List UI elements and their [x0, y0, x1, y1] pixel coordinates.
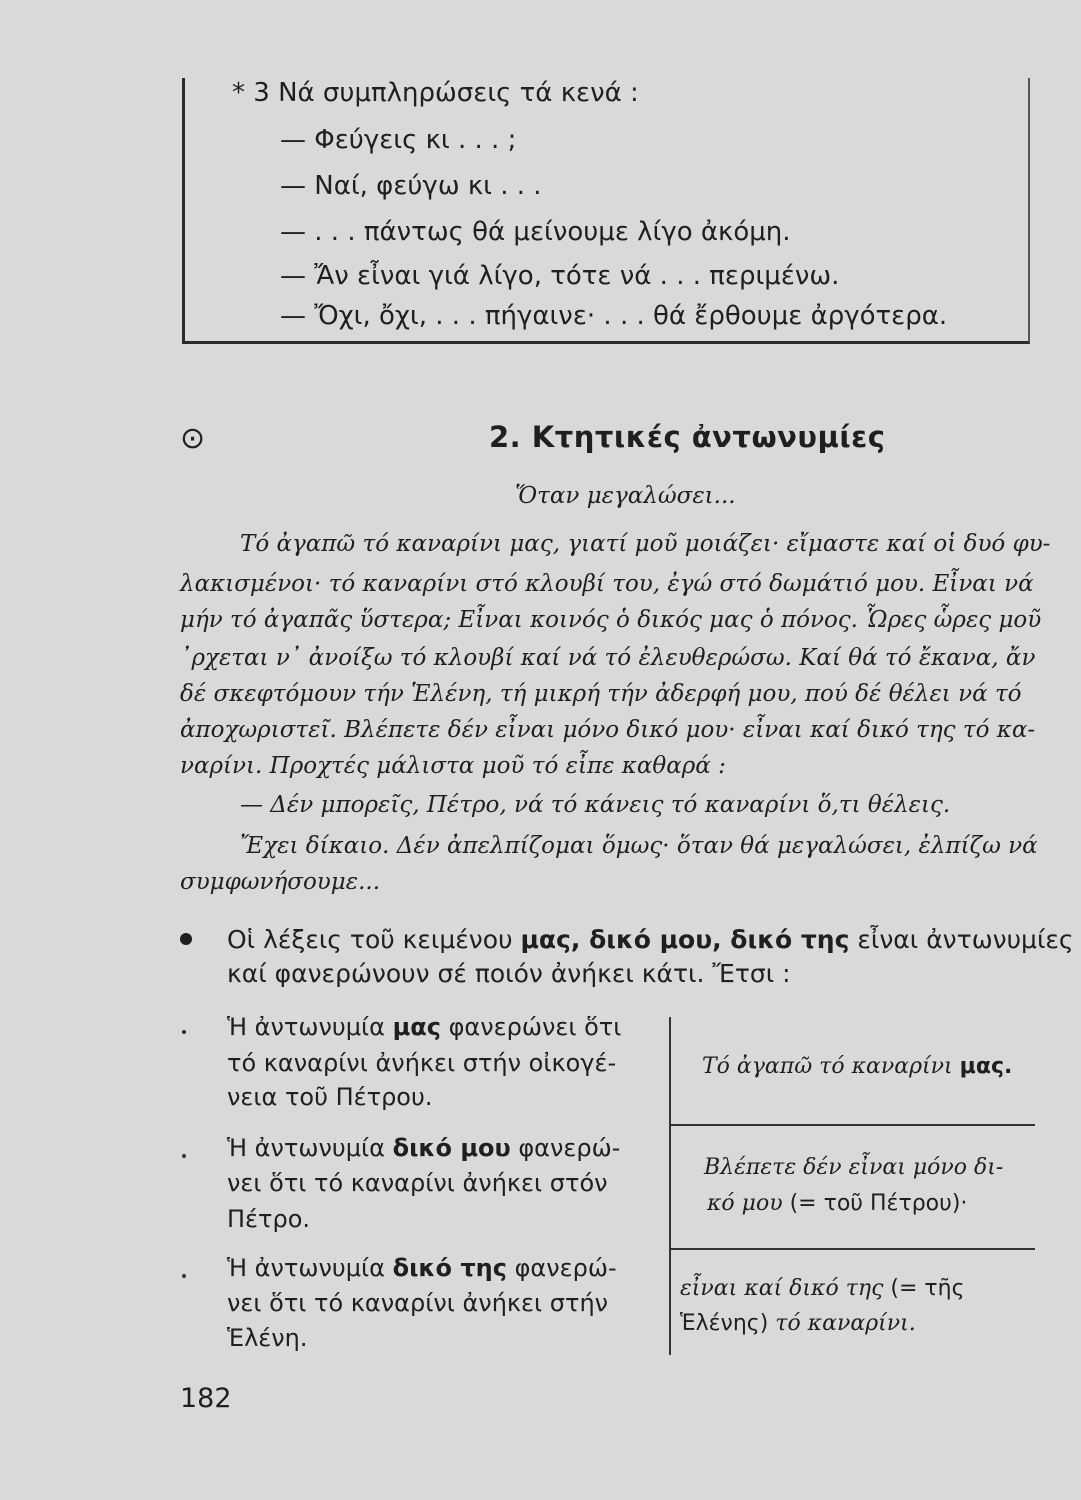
- story-line: ναρίνι. Προχτές μάλιστα μοῦ τό εἶπε καθαρά :: [180, 753, 726, 779]
- explanation-line: Πέτρο.: [227, 1205, 311, 1233]
- story-title: Ὅταν μεγαλώσει...: [515, 483, 736, 509]
- section-title: 2. Κτητικές ἀντωνυμίες: [489, 420, 886, 454]
- story-line: — Δέν μπορεῖς, Πέτρο, νά τό κάνεις τό καναρίνι ὅ,τι θέλεις.: [240, 792, 951, 818]
- table-divider-horizontal: [669, 1124, 1035, 1126]
- explanation-line: τό καναρίνι ἀνήκει στήν οἰκογέ-: [227, 1049, 617, 1077]
- explanation-line: Ἡ ἀντωνυμία δικό μου φανερώ-: [227, 1134, 621, 1162]
- story-line: ᾽ρχεται ν᾽ ἀνοίξω τό κλουβί καί νά τό ἐλευθερώσω. Καί θά τό ἔκανα, ἄν: [180, 645, 1036, 671]
- exercise-line: — . . . πάντως θά μείνουμε λίγο ἀκόμη.: [280, 217, 791, 247]
- example-1: Τό ἀγαπῶ τό καναρίνι μας.: [702, 1054, 1013, 1079]
- table-divider-horizontal: [669, 1248, 1035, 1250]
- section-theta-icon: ⊙: [180, 421, 206, 456]
- story-line: Ἔχει δίκαιο. Δέν ἀπελπίζομαι ὅμως· ὅταν θά μεγαλώσει, ἐλπίζω νά: [240, 833, 1038, 859]
- exercise-line: — Φεύγεις κι . . . ;: [280, 125, 517, 155]
- intro-line-2: καί φανερώνουν σέ ποιόν ἀνήκει κάτι. Ἔτσι :: [227, 959, 791, 988]
- explanation-line: Ἡ ἀντωνυμία δικό της φανερώ-: [227, 1254, 617, 1282]
- explanation-line: νει ὅτι τό καναρίνι ἀνήκει στόν: [227, 1169, 608, 1197]
- exercise-line: — Ὄχι, ὄχι, . . . πήγαινε· . . . θά ἔρθουμε ἀργότερα.: [280, 301, 948, 331]
- exercise-line: — Ἄν εἶναι γιά λίγο, τότε νά . . . περιμένω.: [280, 261, 840, 291]
- example-3-line-2: Ἑλένης) τό καναρίνι.: [680, 1311, 916, 1336]
- example-2-line-1: Βλέπετε δέν εἶναι μόνο δι-: [704, 1155, 1004, 1180]
- example-2-line-2: κό μου (= τοῦ Πέτρου)·: [707, 1191, 968, 1216]
- intro-line-1: Οἱ λέξεις τοῦ κειμένου μας, δικό μου, δικό της εἶναι ἀντωνυμίες: [227, 925, 1074, 954]
- example-3-line-1: εἶναι καί δικό της (= τῆς: [680, 1276, 965, 1301]
- exercise-title: * 3 Νά συμπληρώσεις τά κενά :: [232, 78, 639, 108]
- explanation-line: νει ὅτι τό καναρίνι ἀνήκει στήν: [227, 1289, 609, 1317]
- page-number: 182: [180, 1383, 232, 1414]
- story-line: συμφωνήσουμε...: [180, 869, 381, 895]
- explanation-line: Ἡ ἀντωνυμία μας φανερώνει ὅτι: [227, 1013, 622, 1041]
- story-line: ἀποχωριστεῖ. Βλέπετε δέν εἶναι μόνο δικό μου· εἶναι καί δικό της τό κα-: [180, 717, 1036, 743]
- small-bullet-icon: [182, 1274, 186, 1278]
- small-bullet-icon: [182, 1030, 186, 1034]
- exercise-line: — Ναί, φεύγω κι . . .: [280, 171, 542, 201]
- bullet-icon: [180, 933, 192, 945]
- table-divider-vertical: [669, 1017, 671, 1355]
- exercise-box: [182, 78, 1030, 344]
- story-line: δέ σκεφτόμουν τήν Ἑλένη, τή μικρή τήν ἀδερφή μου, πού δέ θέλει νά τό: [180, 681, 1022, 707]
- story-line: μήν τό ἀγαπᾶς ὕστερα; Εἶναι κοινός ὁ δικός μας ὁ πόνος. Ὧρες ὧρες μοῦ: [180, 607, 1042, 633]
- explanation-line: νεια τοῦ Πέτρου.: [227, 1083, 433, 1111]
- story-line: Τό ἀγαπῶ τό καναρίνι μας, γιατί μοῦ μοιάζει· εἴμαστε καί οἱ δυό φυ-: [240, 531, 1051, 557]
- story-line: λακισμένοι· τό καναρίνι στό κλουβί του, ἐγώ στό δωμάτιό μου. Εἶναι νά: [180, 571, 1034, 597]
- explanation-line: Ἑλένη.: [227, 1324, 308, 1352]
- small-bullet-icon: [182, 1154, 186, 1158]
